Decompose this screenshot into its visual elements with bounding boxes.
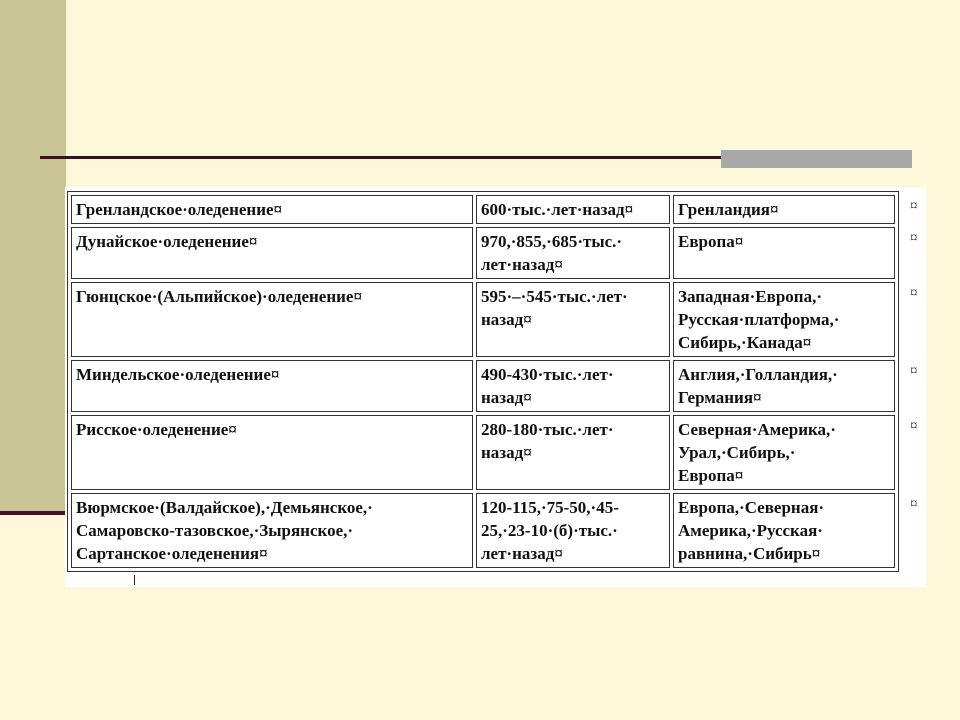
left-decor-band bbox=[0, 0, 66, 511]
cell-time: 595·–·545·тыс.·лет· назад¤ bbox=[476, 282, 670, 357]
cell-region: Гренландия¤ bbox=[673, 195, 895, 224]
row-end-mark: ¤ bbox=[910, 496, 918, 512]
row-end-mark: ¤ bbox=[910, 198, 918, 214]
row-end-mark: ¤ bbox=[910, 230, 918, 246]
title-rule-accent bbox=[721, 150, 912, 168]
table-row bbox=[71, 227, 895, 279]
cell-region: Северная·Америка,· Урал,·Сибирь,· Европа¤ bbox=[673, 415, 895, 490]
cell-time: 280-180·тыс.·лет· назад¤ bbox=[476, 415, 670, 490]
cell-region: Европа,·Северная· Америка,·Русская· равнина,·Сибирь¤ bbox=[673, 493, 895, 568]
cell-time: 970,·855,·685·тыс.· лет·назад¤ bbox=[476, 227, 670, 279]
cell-glaciation-name: Вюрмское·(Валдайское),·Демьянское,· Самаровско-тазовское,·Зырянское,· Сартанское·оледенения¤ bbox=[71, 493, 473, 568]
cell-glaciation-name: Дунайское·оледенение¤ bbox=[71, 227, 473, 279]
cell-glaciation-name: Гренландское·оледенение¤ bbox=[71, 195, 473, 224]
table-row bbox=[71, 360, 895, 412]
cell-time: 490-430·тыс.·лет· назад¤ bbox=[476, 360, 670, 412]
stray-mark bbox=[134, 575, 135, 585]
cell-region: Англия,·Голландия,· Германия¤ bbox=[673, 360, 895, 412]
glaciation-table bbox=[67, 191, 899, 572]
table-row bbox=[71, 282, 895, 357]
left-decor-line bbox=[0, 511, 66, 515]
cell-glaciation-name: Гюнцское·(Альпийское)·оледенение¤ bbox=[71, 282, 473, 357]
cell-region: Европа¤ bbox=[673, 227, 895, 279]
table-image bbox=[65, 187, 926, 587]
row-end-mark: ¤ bbox=[910, 285, 918, 301]
table-row bbox=[71, 493, 895, 568]
cell-region: Западная·Европа,· Русская·платформа,· Сибирь,·Канада¤ bbox=[673, 282, 895, 357]
cell-time: 600·тыс.·лет·назад¤ bbox=[476, 195, 670, 224]
table-row bbox=[71, 415, 895, 490]
cell-glaciation-name: Рисское·оледенение¤ bbox=[71, 415, 473, 490]
row-end-mark: ¤ bbox=[910, 363, 918, 379]
row-end-mark: ¤ bbox=[910, 418, 918, 434]
table-row bbox=[71, 195, 895, 224]
cell-time: 120-115,·75-50,·45- 25,·23-10·(б)·тыс.· лет·назад¤ bbox=[476, 493, 670, 568]
cell-glaciation-name: Миндельское·оледенение¤ bbox=[71, 360, 473, 412]
